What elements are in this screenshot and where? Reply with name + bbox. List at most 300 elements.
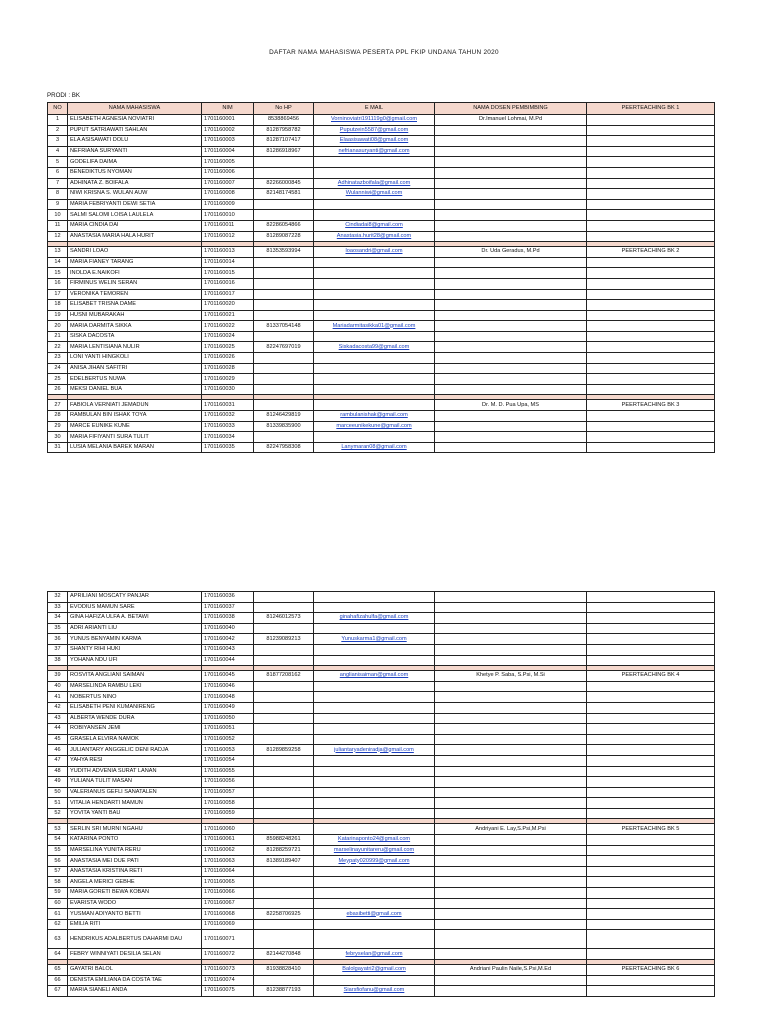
email-link[interactable]: Adhinatazboifala@gmail.com	[337, 179, 411, 186]
cell-peerteaching	[587, 342, 715, 353]
cell-no: 1	[48, 115, 68, 126]
cell-no: 67	[48, 986, 68, 997]
email-link[interactable]: ginahafizahulfa@gmail.com	[339, 614, 409, 621]
table-row	[48, 866, 715, 877]
cell-nim: 1701160035	[202, 442, 254, 453]
cell-dosen	[435, 257, 587, 268]
cell-nama: ROSVITA ANGLIANI SAIMAN	[68, 671, 202, 682]
cell-peerteaching	[587, 798, 715, 809]
table-row	[48, 975, 715, 986]
cell-peerteaching	[587, 777, 715, 788]
cell-nama: FEBRY WINNIYATI DESILIA SELAN	[68, 949, 202, 960]
table-row	[48, 231, 715, 242]
cell-nama: HENDRIKUS ADALBERTUS DAHARMI DAU	[68, 930, 202, 949]
email-link[interactable]: ebasibetti@gmail.com	[346, 910, 402, 917]
table-row	[48, 146, 715, 157]
cell-peerteaching	[587, 220, 715, 231]
cell-no: 13	[48, 247, 68, 258]
cell-peerteaching	[587, 136, 715, 147]
table-row	[48, 321, 715, 332]
cell-nim: 1701160012	[202, 231, 254, 242]
email-link[interactable]: rambulanishak@gmail.com	[340, 412, 408, 419]
cell-dosen	[435, 623, 587, 634]
header-peerteaching: PEERTEACHING BK 1	[587, 103, 715, 115]
cell-dosen	[435, 835, 587, 846]
cell-nama: MARCE EUNIKE KUNE	[68, 421, 202, 432]
email-link[interactable]: Cindiadai8@gmail.com	[345, 222, 403, 229]
cell-hp	[254, 930, 314, 949]
cell-peerteaching	[587, 189, 715, 200]
table-row	[48, 210, 715, 221]
cell-dosen	[435, 949, 587, 960]
cell-nim: 1701160032	[202, 411, 254, 422]
table-row	[48, 115, 715, 126]
cell-dosen	[435, 278, 587, 289]
cell-nim: 1701160043	[202, 644, 254, 655]
cell-email	[314, 331, 435, 342]
table-row	[48, 713, 715, 724]
email-link[interactable]: Puputzein5587@gmail.com	[339, 126, 409, 133]
table-row	[48, 421, 715, 432]
cell-no: 31	[48, 442, 68, 453]
cell-peerteaching	[587, 384, 715, 395]
cell-nama: YUNUS BENYAMIN KARMA	[68, 634, 202, 645]
cell-nama: SANDRI LOAO	[68, 247, 202, 258]
cell-email	[314, 655, 435, 666]
cell-peerteaching: PEERTEACHING BK 3	[587, 400, 715, 411]
cell-peerteaching	[587, 949, 715, 960]
cell-email	[314, 777, 435, 788]
cell-hp: 81353593994	[254, 247, 314, 258]
cell-hp: 81239089213	[254, 634, 314, 645]
cell-email	[314, 178, 435, 189]
cell-hp	[254, 808, 314, 819]
cell-no: 3	[48, 136, 68, 147]
cell-no: 45	[48, 734, 68, 745]
cell-no: 51	[48, 798, 68, 809]
cell-nama: YOVITA YANTI BAU	[68, 808, 202, 819]
cell-hp	[254, 724, 314, 735]
table-row	[48, 909, 715, 920]
cell-no: 22	[48, 342, 68, 353]
cell-nim: 1701160007	[202, 178, 254, 189]
cell-email	[314, 210, 435, 221]
cell-no: 55	[48, 845, 68, 856]
email-link[interactable]: marselinayunitareru@gmail.com	[333, 846, 415, 853]
cell-peerteaching	[587, 157, 715, 168]
cell-nim: 1701160071	[202, 930, 254, 949]
cell-dosen	[435, 613, 587, 624]
cell-hp	[254, 199, 314, 210]
cell-nim: 1701160020	[202, 300, 254, 311]
cell-peerteaching	[587, 411, 715, 422]
cell-hp: 81287958782	[254, 125, 314, 136]
table-row	[48, 724, 715, 735]
cell-hp: 81877208162	[254, 671, 314, 682]
cell-email	[314, 623, 435, 634]
cell-no: 7	[48, 178, 68, 189]
cell-peerteaching	[587, 845, 715, 856]
student-table-2	[47, 591, 715, 997]
cell-dosen	[435, 231, 587, 242]
table-row	[48, 125, 715, 136]
cell-hp	[254, 363, 314, 374]
cell-dosen	[435, 353, 587, 364]
email-link[interactable]: Anastasia.hurit28@gmail.com	[336, 232, 412, 239]
cell-peerteaching	[587, 278, 715, 289]
cell-email	[314, 835, 435, 846]
cell-no: 32	[48, 592, 68, 603]
cell-hp	[254, 734, 314, 745]
cell-peerteaching	[587, 808, 715, 819]
cell-peerteaching	[587, 421, 715, 432]
cell-nama: NEFRIANA SURYANTI	[68, 146, 202, 157]
email-link[interactable]: Siskadacosta99@gmail.com	[338, 343, 410, 350]
cell-dosen	[435, 442, 587, 453]
cell-nim: 1701160033	[202, 421, 254, 432]
cell-nama: RAMBULAN BIN ISHAK TOYA	[68, 411, 202, 422]
email-link[interactable]: juliantaryadeniradja@gmail.com	[334, 746, 414, 753]
cell-nama: DENISTA EMILIANA DA COSTA TAE	[68, 975, 202, 986]
cell-hp: 81288259721	[254, 845, 314, 856]
cell-nama: ELISABETH AGNESIA NOVIATRI	[68, 115, 202, 126]
email-link[interactable]: Vorninoviatri191119g0@gmail.com	[330, 116, 417, 123]
cell-nim: 1701160075	[202, 986, 254, 997]
cell-nim: 1701160030	[202, 384, 254, 395]
cell-peerteaching: PEERTEACHING BK 5	[587, 824, 715, 835]
cell-email	[314, 289, 435, 300]
cell-nama: FIRMINUS WELIN SERAN	[68, 278, 202, 289]
cell-nim: 1701160009	[202, 199, 254, 210]
cell-dosen	[435, 125, 587, 136]
cell-email	[314, 798, 435, 809]
cell-nim: 1701160061	[202, 835, 254, 846]
cell-hp	[254, 877, 314, 888]
cell-hp: 82148174581	[254, 189, 314, 200]
cell-hp	[254, 210, 314, 221]
table-row	[48, 300, 715, 311]
cell-no: 46	[48, 745, 68, 756]
cell-dosen	[435, 986, 587, 997]
cell-nama: MARIA DARMITA SIKKA	[68, 321, 202, 332]
cell-dosen	[435, 384, 587, 395]
cell-dosen	[435, 199, 587, 210]
table-row	[48, 167, 715, 178]
cell-hp	[254, 692, 314, 703]
cell-email	[314, 671, 435, 682]
cell-no: 24	[48, 363, 68, 374]
cell-nim: 1701160060	[202, 824, 254, 835]
cell-nim: 1701160069	[202, 919, 254, 930]
cell-nama: MARIA FEBRIYANTI DEWI SETIA	[68, 199, 202, 210]
table-row	[48, 965, 715, 976]
cell-nim: 1701160044	[202, 655, 254, 666]
cell-peerteaching	[587, 755, 715, 766]
cell-email	[314, 199, 435, 210]
cell-nim: 1701160055	[202, 766, 254, 777]
cell-nama: EVODIUS MAMUN SARE	[68, 602, 202, 613]
cell-no: 58	[48, 877, 68, 888]
cell-email	[314, 592, 435, 603]
cell-email	[314, 167, 435, 178]
email-link[interactable]: Wulanniwi@gmail.com	[345, 190, 403, 197]
email-link[interactable]: Elaasisawati08@gmail.com	[339, 137, 409, 144]
cell-email	[314, 321, 435, 332]
table-row	[48, 199, 715, 210]
cell-peerteaching	[587, 835, 715, 846]
cell-peerteaching	[587, 115, 715, 126]
table-row	[48, 353, 715, 364]
table-row	[48, 342, 715, 353]
cell-nama: APRILIANI MOSCATY PANJAR	[68, 592, 202, 603]
email-link[interactable]: Balolgayatri2@gmail.com	[342, 966, 406, 973]
cell-hp	[254, 755, 314, 766]
cell-email	[314, 421, 435, 432]
email-link[interactable]: loaosandri@gmail.com	[345, 248, 403, 255]
cell-no: 64	[48, 949, 68, 960]
cell-dosen	[435, 146, 587, 157]
cell-email	[314, 734, 435, 745]
table-row	[48, 136, 715, 147]
cell-no: 30	[48, 432, 68, 443]
cell-email	[314, 268, 435, 279]
table-row	[48, 692, 715, 703]
email-link[interactable]: anglianisaiman@gmail.com	[339, 672, 409, 679]
cell-dosen	[435, 856, 587, 867]
cell-nama: ADHINATA Z. BOIFALA	[68, 178, 202, 189]
cell-no: 62	[48, 919, 68, 930]
cell-peerteaching	[587, 644, 715, 655]
cell-email	[314, 231, 435, 242]
cell-hp: 81938828410	[254, 965, 314, 976]
cell-no: 41	[48, 692, 68, 703]
cell-dosen: Dr. M. D. Pua Upa, MS	[435, 400, 587, 411]
student-table-1	[47, 102, 715, 453]
cell-hp	[254, 331, 314, 342]
table-row	[48, 856, 715, 867]
email-link[interactable]: Siarsfiofanu@gmail.com	[343, 987, 405, 994]
cell-peerteaching	[587, 702, 715, 713]
cell-hp	[254, 702, 314, 713]
table-row	[48, 432, 715, 443]
cell-hp	[254, 310, 314, 321]
cell-peerteaching	[587, 353, 715, 364]
cell-hp	[254, 602, 314, 613]
cell-nim: 1701160029	[202, 374, 254, 385]
cell-peerteaching	[587, 856, 715, 867]
cell-peerteaching	[587, 634, 715, 645]
cell-hp	[254, 766, 314, 777]
cell-nim: 1701160028	[202, 363, 254, 374]
cell-email	[314, 975, 435, 986]
cell-email	[314, 965, 435, 976]
cell-dosen	[435, 310, 587, 321]
table-row	[48, 787, 715, 798]
cell-no: 15	[48, 268, 68, 279]
cell-hp	[254, 798, 314, 809]
cell-nama: ELA ASISAWATI DOLU	[68, 136, 202, 147]
cell-peerteaching	[587, 257, 715, 268]
email-link[interactable]: febryselan@gmail.com	[345, 950, 403, 957]
cell-email	[314, 115, 435, 126]
cell-nama: FABIOLA VERNIATI JEMADUN	[68, 400, 202, 411]
cell-dosen	[435, 289, 587, 300]
email-link[interactable]: marceeunikekune@gmail.com	[336, 422, 412, 429]
cell-nim: 1701160004	[202, 146, 254, 157]
cell-no: 43	[48, 713, 68, 724]
header-dosen: NAMA DOSEN PEMBIMBING	[435, 103, 587, 115]
cell-peerteaching	[587, 713, 715, 724]
cell-peerteaching	[587, 613, 715, 624]
cell-nama: MARIA FIANEY TARANG	[68, 257, 202, 268]
cell-no: 39	[48, 671, 68, 682]
cell-hp	[254, 278, 314, 289]
cell-peerteaching	[587, 877, 715, 888]
cell-dosen	[435, 845, 587, 856]
cell-hp: 82247697019	[254, 342, 314, 353]
cell-email	[314, 442, 435, 453]
table-row	[48, 289, 715, 300]
email-link[interactable]: Lanymaran08@gmail.com	[341, 444, 407, 451]
cell-nama: LONI YANTI HINGKOLI	[68, 353, 202, 364]
cell-peerteaching	[587, 655, 715, 666]
cell-nim: 1701160074	[202, 975, 254, 986]
table-row	[48, 798, 715, 809]
cell-nama: YULIANA TULIT MASAN	[68, 777, 202, 788]
table-row	[48, 634, 715, 645]
cell-nim: 1701160056	[202, 777, 254, 788]
cell-nama: INOLDA E.NAIKOFI	[68, 268, 202, 279]
cell-nama: GODELIFA DAIMA	[68, 157, 202, 168]
cell-dosen	[435, 189, 587, 200]
table-row	[48, 755, 715, 766]
cell-peerteaching	[587, 734, 715, 745]
cell-hp: 8538869456	[254, 115, 314, 126]
table-row	[48, 384, 715, 395]
cell-peerteaching	[587, 199, 715, 210]
cell-no: 12	[48, 231, 68, 242]
cell-hp: 82266000845	[254, 178, 314, 189]
cell-nim: 1701160006	[202, 167, 254, 178]
cell-hp	[254, 787, 314, 798]
cell-nim: 1701160073	[202, 965, 254, 976]
cell-no: 59	[48, 888, 68, 899]
cell-no: 63	[48, 930, 68, 949]
cell-nim: 1701160016	[202, 278, 254, 289]
cell-peerteaching	[587, 930, 715, 949]
cell-peerteaching	[587, 909, 715, 920]
cell-nim: 1701160025	[202, 342, 254, 353]
cell-no: 40	[48, 681, 68, 692]
email-link[interactable]: Yunuskarma1@gmail.com	[341, 635, 407, 642]
cell-peerteaching	[587, 888, 715, 899]
cell-peerteaching	[587, 866, 715, 877]
cell-nama: SERLIN SRI MURNI NGAHU	[68, 824, 202, 835]
cell-email	[314, 432, 435, 443]
cell-no: 37	[48, 644, 68, 655]
cell-nama: VITALIA HENDARTI MAMUN	[68, 798, 202, 809]
cell-no: 28	[48, 411, 68, 422]
cell-no: 25	[48, 374, 68, 385]
cell-nim: 1701160057	[202, 787, 254, 798]
cell-hp	[254, 713, 314, 724]
cell-dosen	[435, 363, 587, 374]
table-row	[48, 310, 715, 321]
cell-peerteaching	[587, 975, 715, 986]
cell-dosen	[435, 655, 587, 666]
cell-email	[314, 877, 435, 888]
cell-dosen	[435, 300, 587, 311]
table-row	[48, 613, 715, 624]
cell-email	[314, 220, 435, 231]
cell-peerteaching	[587, 898, 715, 909]
cell-hp: 81246012573	[254, 613, 314, 624]
table-row	[48, 278, 715, 289]
cell-nim: 1701160011	[202, 220, 254, 231]
cell-no: 26	[48, 384, 68, 395]
table-row	[48, 986, 715, 997]
table-row	[48, 766, 715, 777]
email-link[interactable]: Katarinaponto24@gmail.com	[337, 836, 411, 843]
email-link[interactable]: Mariadarmitasikka01@gmail.com	[332, 322, 416, 329]
cell-dosen: Dr. Uda Geradus, M.Pd	[435, 247, 587, 258]
header-nim: NIM	[202, 103, 254, 115]
cell-nama: ADRI ARIANTI LIU	[68, 623, 202, 634]
cell-dosen	[435, 167, 587, 178]
cell-email	[314, 888, 435, 899]
table-row	[48, 671, 715, 682]
email-link[interactable]: nefrianasuryanti@gmail.com	[338, 148, 410, 155]
cell-nim: 1701160026	[202, 353, 254, 364]
cell-hp	[254, 167, 314, 178]
email-link[interactable]: Meypaty020999@gmail.com	[338, 857, 410, 864]
cell-peerteaching	[587, 374, 715, 385]
cell-peerteaching	[587, 442, 715, 453]
cell-email	[314, 363, 435, 374]
cell-dosen: Andriyani E. Lay,S.Psi,M.Psi	[435, 824, 587, 835]
table-row	[48, 157, 715, 168]
cell-no: 11	[48, 220, 68, 231]
cell-dosen	[435, 888, 587, 899]
cell-nim: 1701160034	[202, 432, 254, 443]
table-row	[48, 178, 715, 189]
table-row	[48, 442, 715, 453]
cell-hp: 82258706925	[254, 909, 314, 920]
cell-nim: 1701160046	[202, 681, 254, 692]
cell-no: 47	[48, 755, 68, 766]
table-row	[48, 247, 715, 258]
cell-email	[314, 136, 435, 147]
cell-nama: EVARISTA WODO	[68, 898, 202, 909]
cell-no: 21	[48, 331, 68, 342]
cell-dosen	[435, 220, 587, 231]
cell-no: 53	[48, 824, 68, 835]
cell-nim: 1701160024	[202, 331, 254, 342]
cell-nama: EMILIA RITI	[68, 919, 202, 930]
cell-peerteaching	[587, 602, 715, 613]
cell-hp: 82144270848	[254, 949, 314, 960]
cell-dosen	[435, 745, 587, 756]
cell-hp	[254, 592, 314, 603]
cell-no: 10	[48, 210, 68, 221]
cell-dosen	[435, 787, 587, 798]
table-row	[48, 919, 715, 930]
cell-nim: 1701160067	[202, 898, 254, 909]
cell-hp	[254, 824, 314, 835]
cell-email	[314, 766, 435, 777]
cell-email	[314, 257, 435, 268]
cell-dosen	[435, 374, 587, 385]
